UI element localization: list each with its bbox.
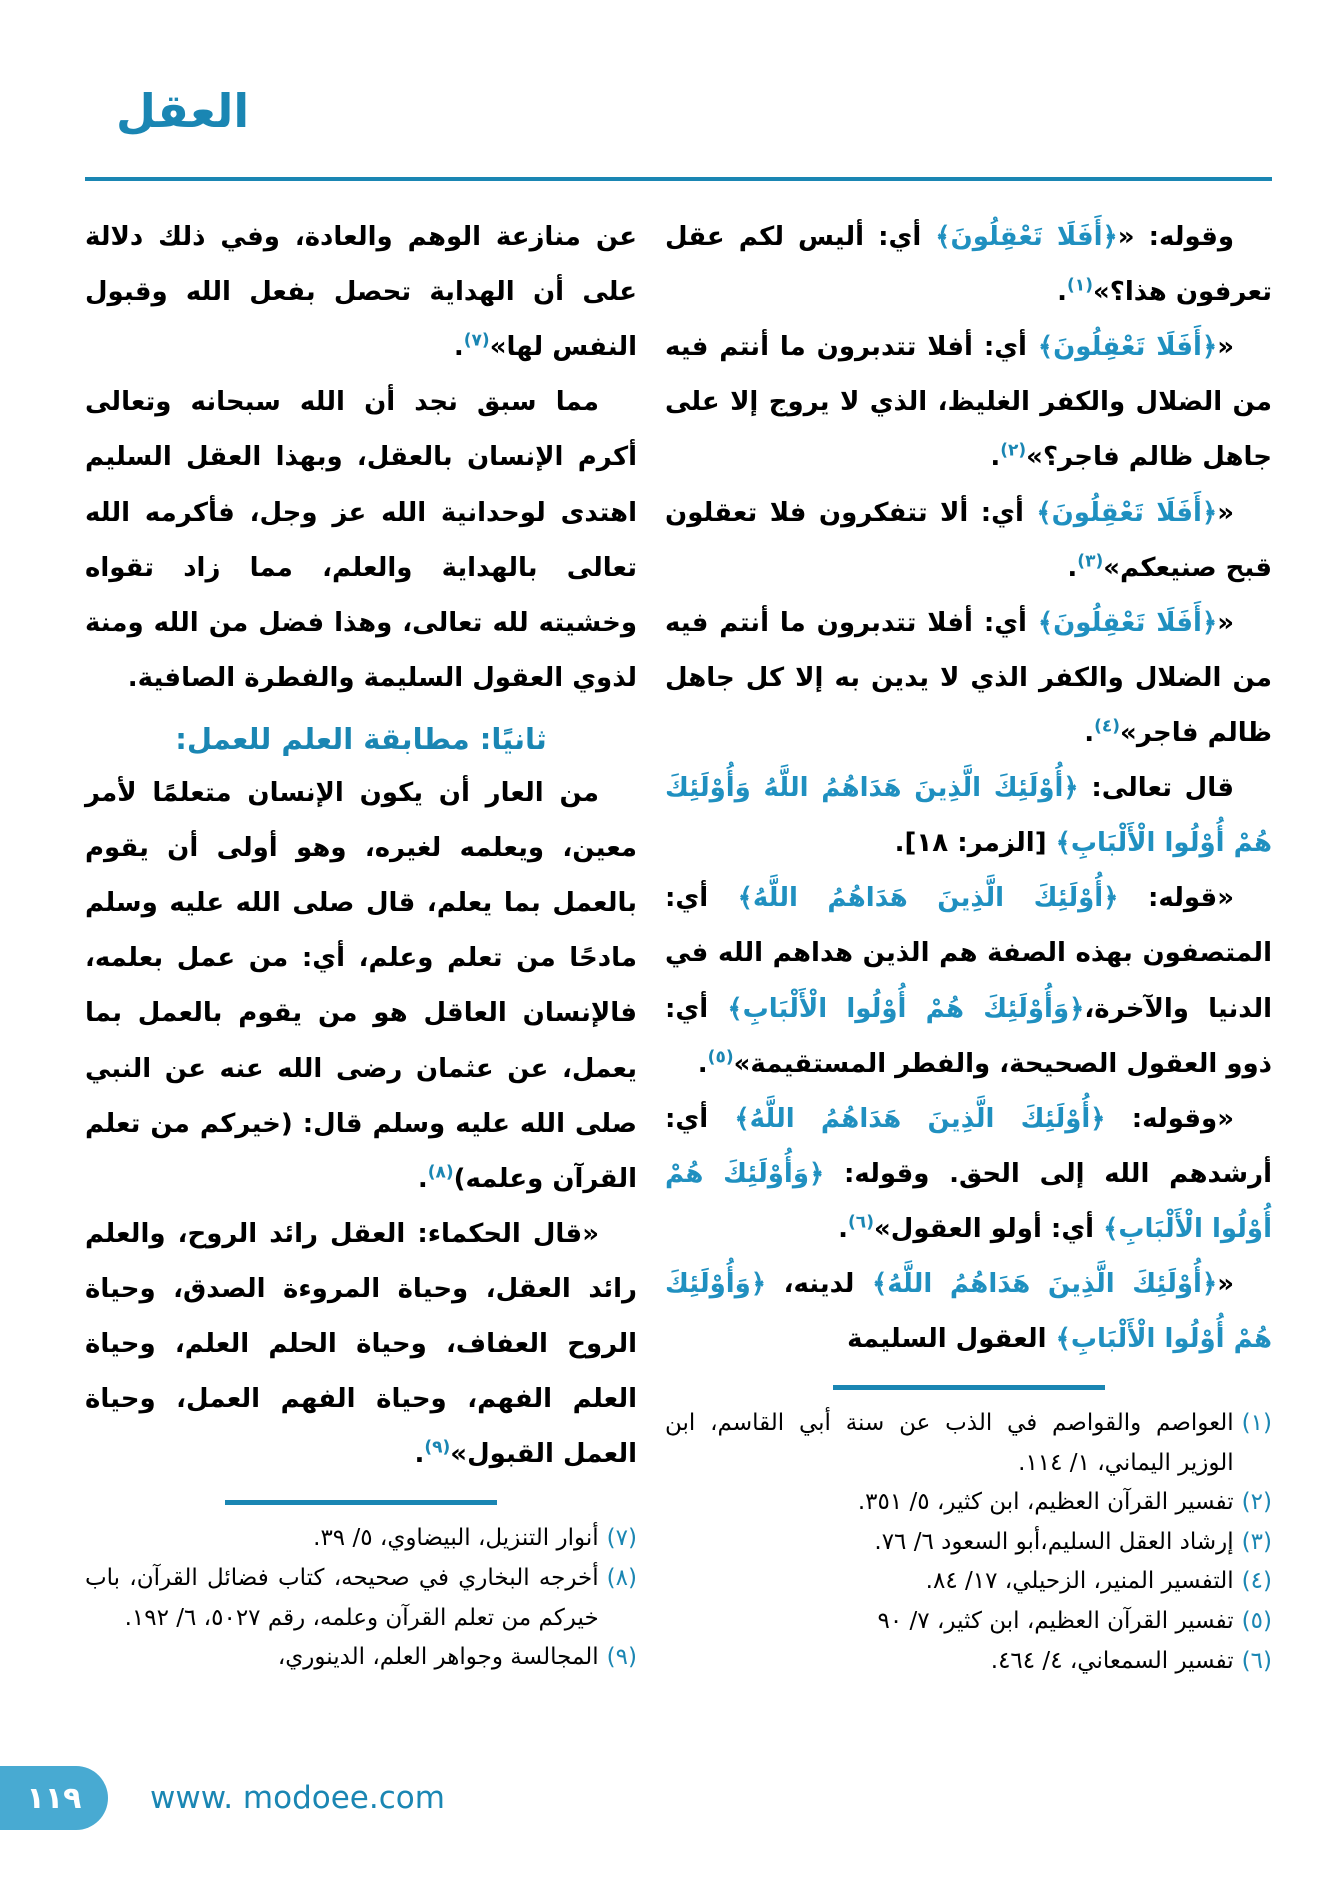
body-text: . bbox=[1057, 277, 1068, 308]
footnote-item bbox=[665, 1523, 1272, 1563]
footnote-reference: (٧) bbox=[463, 330, 490, 351]
footnote-reference: (٤) bbox=[1094, 716, 1121, 737]
body-text: «قوله: bbox=[1118, 883, 1234, 914]
body-text: [الزمر: ١٨]. bbox=[894, 828, 1056, 859]
body-paragraph bbox=[665, 320, 1272, 485]
body-text: . bbox=[417, 1163, 428, 1194]
footnote-number: (١) bbox=[1241, 1410, 1272, 1437]
quran-verse: ﴿وَأُوْلَئِكَ هُمْ أُوْلُوا الْأَلْبَابِ﴾ bbox=[665, 1269, 1272, 1355]
quran-verse: ﴿أَفَلَا تَعْقِلُونَ﴾ bbox=[1037, 332, 1218, 363]
quran-verse: ﴿أُوْلَئِكَ الَّذِينَ هَدَاهُمُ اللَّهُ﴾ bbox=[737, 883, 1119, 914]
body-text: أي: أرشدهم الله إلى الحق. وقوله: bbox=[665, 1103, 1272, 1189]
footnote-number: (٦) bbox=[1241, 1647, 1272, 1674]
section-heading: ثانيًا: مطابقة العلم للعمل: bbox=[175, 721, 547, 756]
footnote-reference: (٣) bbox=[1077, 551, 1104, 571]
column-right-footnotes bbox=[665, 1404, 1272, 1681]
body-text: . bbox=[453, 332, 464, 363]
footnote-text: تفسير السمعاني، ٤/ ٤٦٤. bbox=[990, 1647, 1234, 1674]
body-paragraph bbox=[665, 596, 1272, 761]
body-paragraph bbox=[665, 1092, 1272, 1257]
column-right-body bbox=[665, 210, 1272, 1367]
content-columns bbox=[85, 210, 1272, 1681]
footnote-reference: (٩) bbox=[424, 1437, 451, 1458]
footnote-number: (٧) bbox=[606, 1525, 637, 1552]
footnote-text: المجالسة وجواهر العلم، الدينوري، bbox=[277, 1644, 599, 1671]
body-text: أي: ألا تتفكرون فلا تعقلون قبح صنيعكم» bbox=[665, 497, 1272, 583]
body-paragraph bbox=[85, 1207, 637, 1483]
footnote-text: تفسير القرآن العظيم، ابن كثير، ٥/ ٣٥١. bbox=[857, 1489, 1234, 1516]
body-text: « bbox=[1217, 332, 1234, 363]
body-text: . bbox=[1067, 552, 1078, 583]
header-rule bbox=[85, 177, 1272, 181]
footnote-separator bbox=[225, 1500, 497, 1505]
footnote-text: العواصم والقواصم في الذب عن سنة أبي القاسم، ابن الوزير اليماني، ١/ ١١٤. bbox=[665, 1410, 1234, 1476]
body-text: « bbox=[1217, 1269, 1234, 1300]
footnote-reference: (١) bbox=[1067, 275, 1093, 296]
footnote-number: (٢) bbox=[1241, 1489, 1272, 1516]
body-paragraph bbox=[85, 766, 637, 1207]
body-text: مما سبق نجد أن الله سبحانه وتعالى أكرم الإنسان بالعقل، وبهذا العقل السليم اهتدى لوحدانية الله عز وجل، فأكرمه الله تعالى بالهداية والعلم، مما زاد تقواه وخشيته لله تعالى، وهذا فضل من الله ومنة لذوي العقول السليمة والفطرة الصافية. bbox=[85, 387, 637, 693]
column-right bbox=[665, 210, 1272, 1681]
quran-verse: ﴿أُوْلَئِكَ الَّذِينَ هَدَاهُمُ اللَّهُ﴾ bbox=[872, 1269, 1218, 1300]
footnote-text: أنوار التنزيل، البيضاوي، ٥/ ٣٩. bbox=[313, 1525, 599, 1552]
body-text: . bbox=[697, 1048, 708, 1079]
body-paragraph bbox=[85, 210, 637, 375]
footnote-reference: (٢) bbox=[1000, 440, 1027, 461]
column-left bbox=[85, 210, 637, 1678]
footnote-item bbox=[85, 1638, 637, 1678]
quran-verse: ﴿أُوْلَئِكَ الَّذِينَ هَدَاهُمُ اللَّهُ﴾ bbox=[734, 1103, 1106, 1134]
column-left-body bbox=[85, 210, 637, 1482]
footnote-item bbox=[665, 1562, 1272, 1602]
body-text: العقول السليمة bbox=[847, 1324, 1056, 1355]
footnote-item bbox=[665, 1642, 1272, 1682]
footnote-text: التفسير المنير، الزحيلي، ١٧/ ٨٤. bbox=[925, 1568, 1234, 1595]
footnote-reference: (٨) bbox=[427, 1162, 454, 1183]
footnote-text: أخرجه البخاري في صحيحه، كتاب فضائل القرآن، باب خيركم من تعلم القرآن وعلمه، رقم ٥٠٢٧، ٦/ ١٩٢. bbox=[85, 1564, 599, 1631]
footnote-item bbox=[665, 1483, 1272, 1523]
footnote-item bbox=[85, 1559, 637, 1638]
body-paragraph bbox=[665, 761, 1272, 871]
quran-verse: ﴿وَأُوْلَئِكَ هُمْ أُوْلُوا الْأَلْبَابِ﴾ bbox=[665, 1158, 1272, 1244]
body-text: من العار أن يكون الإنسان متعلمًا لأمر معين، ويعلمه لغيره، وهو أولى أن يقوم بالعمل بما يعلم، قال صلى الله عليه وسلم مادحًا من تعلم وعلم، أي: من عمل بعلمه، فالإنسان العاقل هو من يقوم بالعمل بما يعمل، عن عثمان رضى الله عنه عن النبي صلى الله عليه وسلم قال: (خيركم من تعلم القرآن وعلمه) bbox=[85, 777, 637, 1194]
footnote-separator bbox=[833, 1385, 1105, 1390]
body-text: عن منازعة الوهم والعادة، وفي ذلك دلالة على أن الهداية تحصل بفعل الله وقبول النفس لها» bbox=[85, 222, 637, 363]
body-text: . bbox=[990, 442, 1001, 473]
footnote-text: إرشاد العقل السليم،أبو السعود ٦/ ٧٦. bbox=[874, 1528, 1234, 1555]
body-text: أي: المتصفون بهذه الصفة هم الذين هداهم الله في الدنيا والآخرة، bbox=[665, 883, 1272, 1024]
quran-verse: ﴿أَفَلَا تَعْقِلُونَ﴾ bbox=[1036, 497, 1218, 528]
page-number-badge bbox=[0, 1766, 108, 1830]
body-text: قال تعالى: bbox=[1078, 773, 1234, 804]
body-text: أي: أولو العقول» bbox=[873, 1213, 1104, 1244]
body-paragraph bbox=[665, 210, 1272, 320]
footnote-number: (٨) bbox=[606, 1564, 637, 1591]
footnote-number: (٤) bbox=[1241, 1568, 1272, 1595]
footnote-item bbox=[85, 1519, 637, 1559]
quran-verse: ﴿أُوْلَئِكَ الَّذِينَ هَدَاهُمُ اللَّهُ وَأُوْلَئِكَ هُمْ أُوْلُوا الْأَلْبَابِ﴾ bbox=[665, 773, 1272, 859]
body-paragraph bbox=[85, 375, 637, 706]
body-text: أي: أفلا تتدبرون ما أنتم فيه من الضلال والكفر الذي لا يدين به إلا كل جاهل ظالم فاجر» bbox=[665, 607, 1272, 748]
page-title: العقل bbox=[116, 84, 250, 138]
column-left-footnotes bbox=[85, 1519, 637, 1677]
body-paragraph bbox=[665, 1257, 1272, 1367]
body-text: « bbox=[1217, 607, 1234, 638]
body-text: «وقوله: bbox=[1105, 1103, 1234, 1134]
footnote-text: تفسير القرآن العظيم، ابن كثير، ٧/ ٩٠ bbox=[877, 1608, 1234, 1635]
quran-verse: ﴿أَفَلَا تَعْقِلُونَ﴾ bbox=[1037, 607, 1218, 638]
body-paragraph bbox=[665, 871, 1272, 1091]
body-text: . bbox=[1084, 717, 1095, 748]
body-text: «قال الحكماء: العقل رائد الروح، والعلم رائد العقل، وحياة المروءة الصدق، وحياة الروح العفاف، وحياة الحلم العلم، وحياة العلم الفهم، وحياة الفهم العمل، وحياة العمل القبول» bbox=[85, 1218, 637, 1470]
body-text: وقوله: « bbox=[1117, 222, 1234, 252]
footnote-number: (٥) bbox=[1241, 1608, 1272, 1635]
body-text: أي: أفلا تتدبرون ما أنتم فيه من الضلال والكفر الغليظ، الذي لا يروج إلا على جاهل ظالم فاجر؟» bbox=[665, 332, 1272, 473]
footnote-item bbox=[665, 1602, 1272, 1642]
footnote-reference: (٥) bbox=[707, 1046, 734, 1067]
body-text: . bbox=[838, 1213, 849, 1244]
body-text: « bbox=[1217, 497, 1234, 528]
quran-verse: ﴿وَأُوْلَئِكَ هُمْ أُوْلُوا الْأَلْبَابِ﴾ bbox=[727, 993, 1085, 1024]
body-paragraph bbox=[665, 486, 1272, 596]
page-number: ١١٩ bbox=[26, 1780, 82, 1816]
website-url[interactable]: www. modoee.com bbox=[150, 1780, 445, 1816]
body-text: أي: ذوو العقول الصحيحة، والفطر المستقيمة» bbox=[665, 993, 1272, 1079]
footnote-item bbox=[665, 1404, 1272, 1483]
footnote-number: (٣) bbox=[1241, 1528, 1272, 1555]
footnote-number: (٩) bbox=[606, 1644, 637, 1671]
body-text: . bbox=[414, 1439, 425, 1470]
footnote-reference: (٦) bbox=[848, 1212, 874, 1233]
quran-verse: ﴿أَفَلَا تَعْقِلُونَ﴾ bbox=[935, 222, 1118, 252]
body-text: أي: أليس لكم عقل تعرفون هذا؟» bbox=[665, 222, 1272, 308]
body-text: لدينه، bbox=[766, 1269, 873, 1300]
